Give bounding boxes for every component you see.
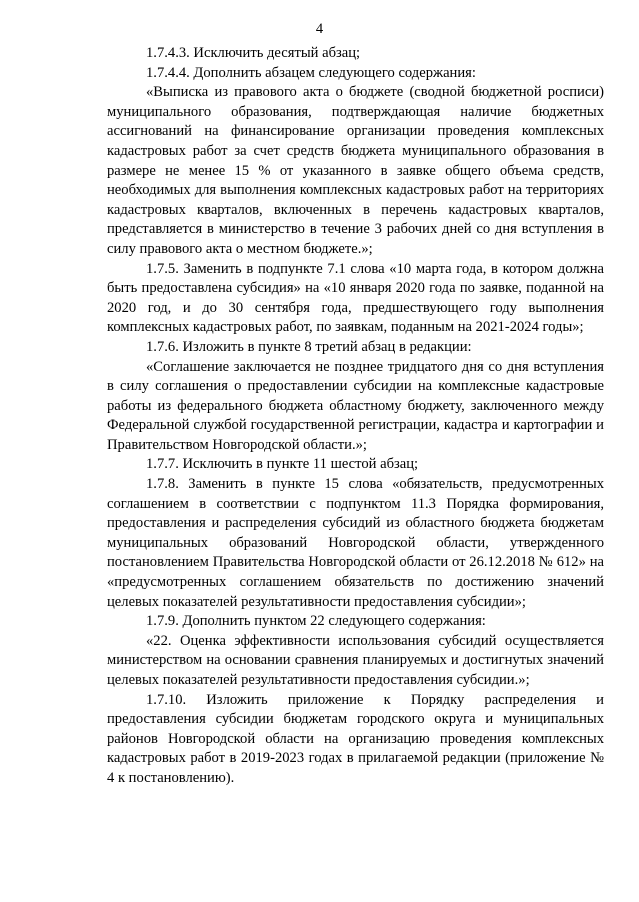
- paragraph-1-7-7: 1.7.7. Исключить в пункте 11 шестой абзац;: [146, 456, 419, 473]
- paragraph-1-7-6: 1.7.6. Изложить в пункте 8 третий абзац в редакции:: [146, 338, 472, 355]
- paragraph-1-7-5: 1.7.5. Заменить в подпункте 7.1 слова «10 марта года, в котором должна быть предоставлена субсидия» на «10 января 2020 года по заявке, поданной на 2020 год, и до 30 сентября года, предшествующего году выполнения комплексных кадастровых работ, по заявкам, поданным на 2021-2024 годы»;: [107, 260, 604, 336]
- paragraph-1-7-9: 1.7.9. Дополнить пунктом 22 следующего содержания:: [146, 613, 486, 630]
- paragraph-1-7-4-3: 1.7.4.3. Исключить десятый абзац;: [146, 45, 361, 61]
- paragraph-1-7-10: 1.7.10. Изложить приложение к Порядку распределения и предоставления субсидии бюджетам городского округа и муниципальных районов Новгородской области на организацию проведения комплексных кадастровых работ в 2019-2023 годах в прилагаемой редакции (приложение № 4 к постановлению).: [107, 691, 604, 786]
- paragraph-agreement-quote: «Соглашение заключается не позднее тридцатого дня со дня вступления в силу соглашения о предоставлении субсидии на комплексные кадастровые работы из федерального бюджета областному бюджету, заключенного между Федеральной службой государственной регистрации, кадастра и картографии и Правительством Новгородской области.»;: [107, 358, 604, 453]
- paragraph-1-7-8: 1.7.8. Заменить в пункте 15 слова «обязательств, предусмотренных соглашением в соответствии с подпунктом 11.3 Порядка формирования, предоставления и распределения субсидий из областного бюджета бюджетам муниципальных образований Новгородской области, утвержденного постановлением Правительства Новгородской области от 26.12.2018 № 612» на «предусмотренных соглашением обязательств по достижению значений целевых показателей результативности предоставления субсидии»;: [107, 476, 604, 610]
- page-number: 4: [315, 21, 324, 37]
- document-body: [107, 44, 604, 789]
- paragraph-point-22-quote: «22. Оценка эффективности использования субсидий осуществляется министерством на основании сравнения планируемых и достигнутых значений целевых показателей результативности предоставления субсидии.»;: [107, 632, 604, 688]
- paragraph-budget-extract-quote: «Выписка из правового акта о бюджете (сводной бюджетной росписи) муниципального образования, подтверждающая наличие бюджетных ассигнований на финансирование организации проведения комплексных кадастровых работ за счет средств бюджета муниципального образования в размере не менее 15 % от указанного в заявке общего объема средств, необходимых для выполнения комплексных кадастровых работ на территориях кадастровых кварталов, включенных в перечень кадастровых кварталов, представляется в министерство в течение 3 рабочих дней со дня вступления в силу правового акта о местном бюджете.»;: [107, 84, 604, 257]
- paragraph-1-7-4-4: 1.7.4.4. Дополнить абзацем следующего содержания:: [146, 64, 476, 81]
